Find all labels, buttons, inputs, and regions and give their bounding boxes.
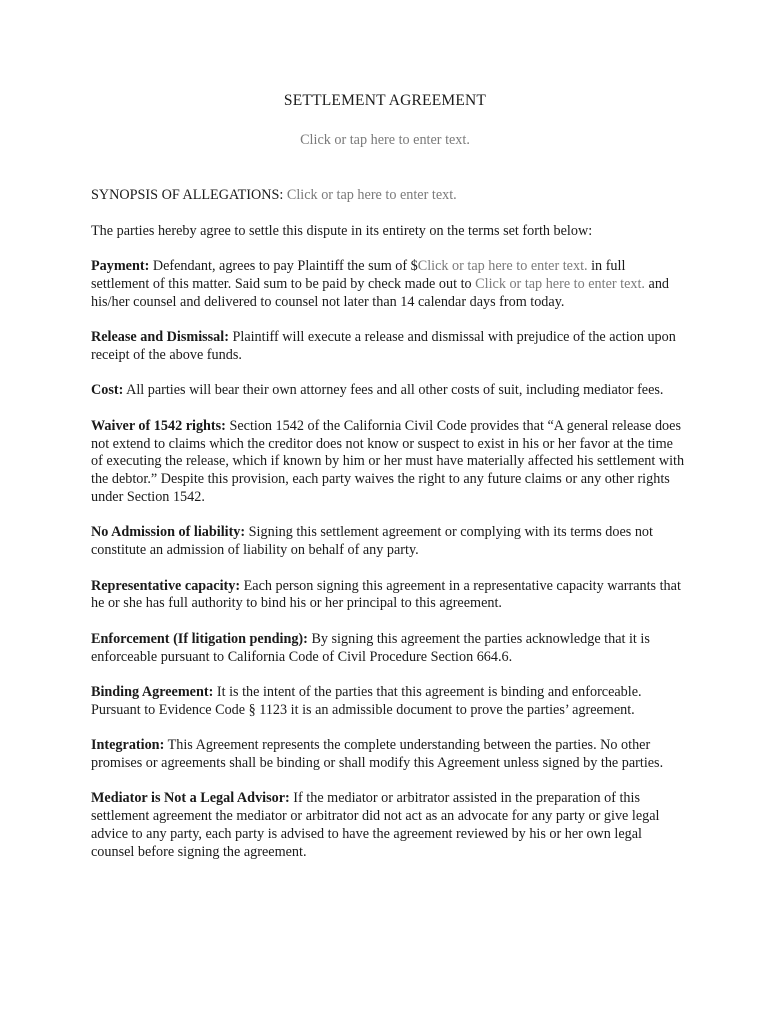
section-text: All parties will bear their own attorney fees and all other costs of suit, including mediator fees. xyxy=(123,382,664,399)
section-cost xyxy=(91,382,686,400)
section-heading: Release and Dismissal: xyxy=(91,329,229,346)
payment-text-1: Defendant, agrees to pay Plaintiff the sum of $ xyxy=(149,258,418,275)
payment-heading: Payment: xyxy=(91,258,150,275)
payment-text-3: and his/her counsel and delivered to counsel not later than 14 calendar days from today. xyxy=(91,275,670,310)
section-no-admission xyxy=(91,524,686,560)
section-binding-agreement xyxy=(91,684,686,720)
section-text: Section 1542 of the California Civil Code provides that “A general release does not extend to claims which the creditor does not know or suspect to exist in his or her favor at the time of executing the release, which if known by him or her must have materially affected his settlement with the debtor.” Despite this provision, each party waives the right to any future claims or any other rights under Section 1542. xyxy=(91,417,685,505)
section-text: Signing this settlement agreement or complying with its terms does not constitute an admission of liability on behalf of any party. xyxy=(91,524,653,559)
case-caption-field[interactable]: Click or tap here to enter text. xyxy=(300,132,470,148)
payment-amount-field[interactable]: Click or tap here to enter text. xyxy=(417,258,588,275)
intro-paragraph: The parties hereby agree to settle this dispute in its entirety on the terms set forth below: xyxy=(91,222,593,239)
section-heading: Representative capacity: xyxy=(91,577,241,594)
payment-paragraph xyxy=(91,258,686,311)
case-caption-line xyxy=(0,132,770,150)
synopsis-paragraph xyxy=(91,187,686,205)
section-integration xyxy=(91,737,686,773)
synopsis-label: SYNOPSIS OF ALLEGATIONS: xyxy=(91,187,284,203)
section-mediator-not-legal-advisor xyxy=(91,790,686,861)
section-text: Plaintiff will execute a release and dismissal with prejudice of the action upon receipt of the above funds. xyxy=(91,329,676,363)
section-heading: Waiver of 1542 rights: xyxy=(91,417,226,434)
synopsis-field[interactable]: Click or tap here to enter text. xyxy=(286,187,457,203)
section-release-dismissal xyxy=(91,329,686,365)
payment-text-2: in full settlement of this matter. Said sum to be paid by check made out to xyxy=(91,258,626,292)
section-text: It is the intent of the parties that this agreement is binding and enforceable. Pursuant to Evidence Code § 1123 it is an admissible document to prove the parties’ agreement. xyxy=(91,683,642,718)
section-heading: Mediator is Not a Legal Advisor: xyxy=(91,790,290,807)
section-heading: Integration: xyxy=(91,737,165,754)
section-heading: Binding Agreement: xyxy=(91,683,214,700)
document-body xyxy=(91,187,686,879)
section-text: If the mediator or arbitrator assisted in the preparation of this settlement agreement the mediator or arbitrator did not act as an advocate for any party or give legal advice to any party, each party is advised to have the agreement reviewed by his or her own legal counsel before signing the agreement. xyxy=(91,790,660,860)
section-enforcement xyxy=(91,631,686,667)
section-representative-capacity xyxy=(91,578,686,614)
section-heading: Enforcement (If litigation pending): xyxy=(91,630,308,647)
section-text: This Agreement represents the complete understanding between the parties. No other promises or agreements shall be binding or shall modify this Agreement unless signed by the parties. xyxy=(91,737,664,771)
section-waiver-1542 xyxy=(91,418,686,507)
section-text: Each person signing this agreement in a representative capacity warrants that he or she has full authority to bind his or her principal to this agreement. xyxy=(91,577,681,612)
section-heading: No Admission of liability: xyxy=(91,524,246,541)
payee-field[interactable]: Click or tap here to enter text. xyxy=(475,275,645,292)
section-heading: Cost: xyxy=(91,382,124,399)
section-text: By signing this agreement the parties acknowledge that it is enforceable pursuant to California Code of Civil Procedure Section 664.6. xyxy=(91,630,650,665)
document-title: SETTLEMENT AGREEMENT xyxy=(283,92,487,109)
